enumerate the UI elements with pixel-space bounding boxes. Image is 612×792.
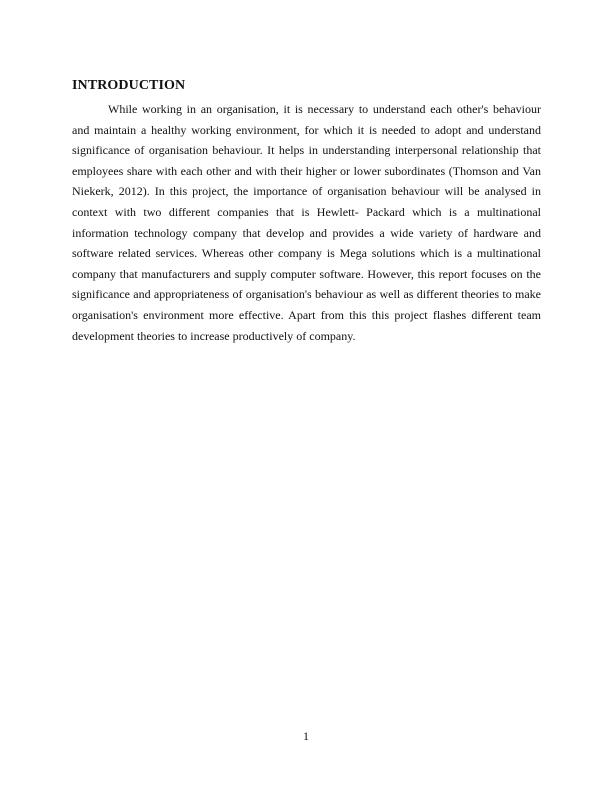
introduction-paragraph: While working in an organisation, it is necessary to understand each other's behaviour and maintain a healthy working environment, for which it is needed to adopt and understand significance of organisation behaviour. It helps in understanding interpersonal relationship that employees share with each other and with their higher or lower subordinates (Thomson and Van Niekerk, 2012). In this project, the importance of organisation behaviour will be analysed in context with two different companies that is Hewlett- Packard which is a multinational information technology company that develop and provides a wide variety of hardware and software related services. Whereas other company is Mega solutions which is a multinational company that manufacturers and supply computer software. However, this report focuses on the significance and appropriateness of organisation's behaviour as well as different theories to make organisation's environment more effective. Apart from this this project flashes different team development theories to increase productively of company. [72,102,541,343]
section-heading: INTRODUCTION [72,78,186,93]
page-number: 1 [303,729,309,743]
